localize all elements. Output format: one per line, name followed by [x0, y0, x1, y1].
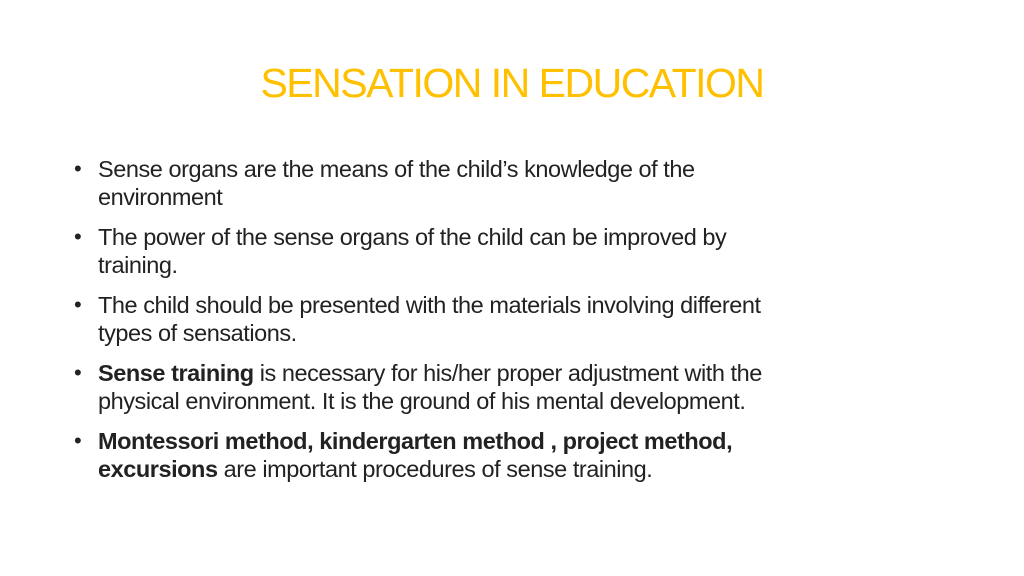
bullet-line: [98, 223, 762, 251]
bullet-item: [74, 359, 762, 415]
bullet-item: [74, 223, 762, 279]
bullet-line: [98, 359, 762, 387]
bullet-line: [98, 183, 762, 211]
text-segment: is necessary for his/her proper adjustment with the: [253, 360, 762, 386]
bullet-dot-icon: •: [74, 360, 82, 385]
bullet-item: [74, 155, 762, 211]
bullet-line: [98, 427, 762, 455]
bullet-line: [98, 291, 762, 319]
bullet-line: [98, 319, 762, 347]
text-segment: physical environment. It is the ground of his mental development.: [98, 388, 746, 414]
bullet-item: [74, 427, 762, 483]
bullet-line: [98, 387, 762, 415]
text-segment: training.: [98, 252, 178, 278]
bullet-dot-icon: •: [74, 292, 82, 317]
bullet-item: [74, 291, 762, 347]
text-segment: are important procedures of sense training.: [217, 456, 653, 482]
bullet-line: [98, 251, 762, 279]
text-segment: environment: [98, 184, 223, 210]
bullet-dot-icon: •: [74, 428, 82, 453]
slide-title: SENSATION IN EDUCATION: [260, 60, 764, 106]
text-segment: The power of the sense organs of the child can be improved by: [98, 224, 727, 250]
bullet-dot-icon: •: [74, 224, 82, 249]
text-segment: types of sensations.: [98, 320, 297, 346]
bullet-list: [74, 155, 762, 495]
bullet-line: [98, 455, 762, 483]
bold-text: Montessori method, kindergarten method , project method,: [98, 428, 733, 454]
bold-text: Sense training: [98, 360, 254, 386]
bullet-line: [98, 155, 762, 183]
text-segment: The child should be presented with the materials involving different: [98, 292, 761, 318]
bold-text: excursions: [98, 456, 218, 482]
text-segment: Sense organs are the means of the child’s knowledge of the: [98, 156, 695, 182]
bullet-dot-icon: •: [74, 156, 82, 181]
